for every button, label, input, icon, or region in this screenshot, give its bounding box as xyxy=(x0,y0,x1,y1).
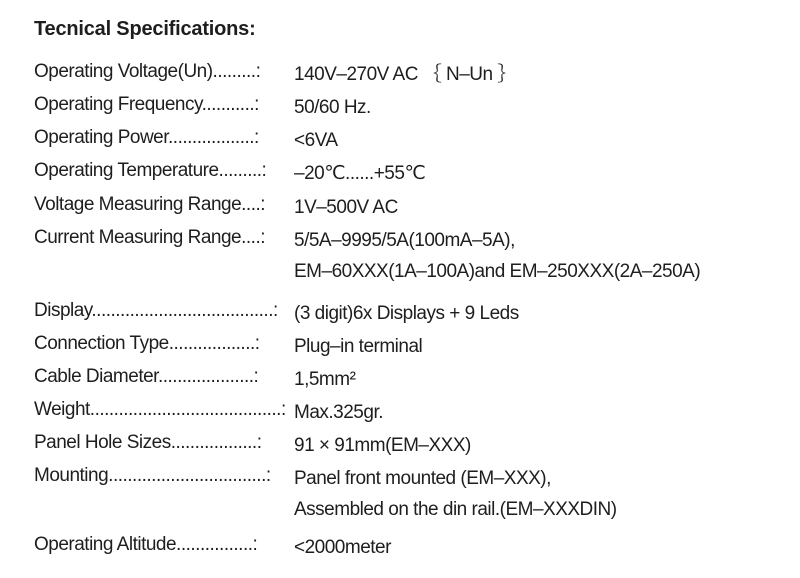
spec-value: –20℃......+55℃ xyxy=(294,163,426,184)
spec-value: 50/60 Hz. xyxy=(294,97,371,118)
spec-label: Display......................................: xyxy=(34,300,278,321)
spec-value-continued: Assembled on the din rail.(EM–XXXDIN) xyxy=(294,499,617,520)
spec-value: 5/5A–9995/5A(100mA–5A), xyxy=(294,230,515,251)
spec-label: Mounting.................................: xyxy=(34,465,271,486)
spec-value: (3 digit)6x Displays + 9 Leds xyxy=(294,303,519,324)
spec-value: 1V–500V AC xyxy=(294,197,398,218)
spec-label: Voltage Measuring Range....: xyxy=(34,194,266,215)
spec-label: Operating Temperature.........: xyxy=(34,160,267,181)
spec-value: 140V–270V AC ｛ N–Un ｝ xyxy=(294,64,516,85)
spec-value: 1,5mm² xyxy=(294,369,356,390)
spec-label: Current Measuring Range....: xyxy=(34,227,266,248)
spec-label: Weight........................................: xyxy=(34,399,286,420)
spec-value: <6VA xyxy=(294,130,338,151)
spec-value: <2000meter xyxy=(294,537,391,558)
spec-value-continued: EM–60XXX(1A–100A)and EM–250XXX(2A–250A) xyxy=(294,261,701,282)
spec-label: Operating Power..................: xyxy=(34,127,259,148)
specifications-title: Tecnical Specifications: xyxy=(34,18,256,40)
spec-value: Max.325gr. xyxy=(294,402,383,423)
spec-label: Operating Altitude................: xyxy=(34,534,258,555)
spec-label: Operating Frequency...........: xyxy=(34,94,259,115)
spec-label: Operating Voltage(Un).........: xyxy=(34,61,261,82)
spec-value: Panel front mounted (EM–XXX), xyxy=(294,468,551,489)
spec-value: Plug–in terminal xyxy=(294,336,423,357)
spec-label: Panel Hole Sizes..................: xyxy=(34,432,262,453)
spec-value: 91 × 91mm(EM–XXX) xyxy=(294,435,471,456)
spec-label: Connection Type..................: xyxy=(34,333,260,354)
spec-label: Cable Diameter....................: xyxy=(34,366,259,387)
